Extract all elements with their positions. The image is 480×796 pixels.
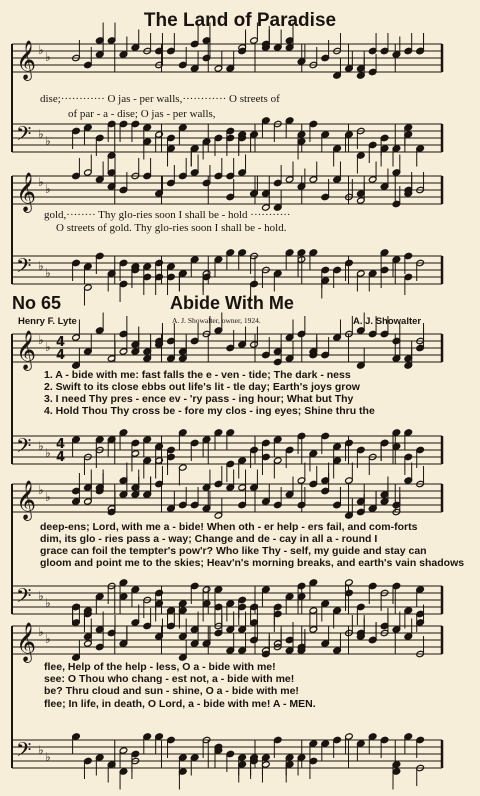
time-signature: 4 <box>56 348 66 363</box>
flat-icon: ♭ <box>45 750 51 764</box>
time-signature: 4 <box>56 335 66 350</box>
flat-icon: ♭ <box>38 43 44 57</box>
flat-icon: ♭ <box>38 175 44 189</box>
lyric-line: dise;············ O jas - per walls,············ O streets of <box>40 93 280 105</box>
flat-icon: ♭ <box>45 596 51 610</box>
flat-icon: ♭ <box>45 266 51 280</box>
flat-icon: ♭ <box>38 333 44 347</box>
flat-icon: ♭ <box>38 625 44 639</box>
flat-icon: ♭ <box>38 259 44 273</box>
treble-clef-icon: 𝄞 <box>16 40 37 80</box>
bass-clef-icon: 𝄢 <box>16 434 32 462</box>
treble-clef-icon: 𝄞 <box>16 622 37 662</box>
verse-4: 4. Hold Thou Thy cross be - fore my clos - ing eyes; Shine thru the <box>44 405 375 417</box>
verse-3: grace can foil the tempter's pow'r? Who like Thy - self, my guide and stay can <box>40 545 427 557</box>
time-signature: 4 <box>56 450 66 465</box>
verse-1: 1. A - bide with me: fast falls the e - ven - tide; The dark - ness <box>44 369 351 381</box>
flat-icon: ♭ <box>45 446 51 460</box>
flat-icon: ♭ <box>45 490 51 504</box>
flat-icon: ♭ <box>38 743 44 757</box>
treble-clef-icon: 𝄞 <box>16 330 37 370</box>
bass-clef-icon: 𝄢 <box>16 122 32 150</box>
composer: A. J. Showalter <box>353 316 422 327</box>
time-signature: 4 <box>56 437 66 452</box>
flat-icon: ♭ <box>45 50 51 64</box>
flat-icon: ♭ <box>45 182 51 196</box>
flat-icon: ♭ <box>38 483 44 497</box>
bass-clef-icon: 𝄢 <box>16 584 32 612</box>
verse-1: flee, Help of the help - less, O a - bide with me! <box>44 661 276 673</box>
lyric-line: of par - a - dise; O jas - per walls, <box>68 108 216 120</box>
verse-3: 3. I need Thy pres - ence ev - 'ry pass - ing hour; What but Thy <box>44 393 354 405</box>
lyric-line: O streets of gold. Thy glo-ries soon I shall be - hold. <box>56 222 287 234</box>
verse-4: gloom and point me to the skies; Heav'n's morning breaks, and earth's vain shadows <box>40 557 465 569</box>
hymn-title: Abide With Me <box>170 293 294 313</box>
treble-clef-icon: 𝄞 <box>16 172 37 212</box>
flat-icon: ♭ <box>45 632 51 646</box>
verse-2: see: O Thou who chang - est not, a - bide with me! <box>44 673 295 685</box>
hymn-number: No 65 <box>12 293 62 313</box>
bass-clef-icon: 𝄢 <box>16 738 32 766</box>
treble-clef-icon: 𝄞 <box>16 480 37 520</box>
bass-clef-icon: 𝄢 <box>16 254 32 282</box>
flat-icon: ♭ <box>38 589 44 603</box>
flat-icon: ♭ <box>45 340 51 354</box>
verse-2: dim, its glo - ries pass a - way; Change and de - cay in all a - round I <box>40 533 378 545</box>
verse-1: deep-ens; Lord, with me a - bide! When oth - er help - ers fail, and com-forts <box>40 521 418 533</box>
verse-3: be? Thru cloud and sun - shine, O a - bide with me! <box>44 685 299 697</box>
verse-2: 2. Swift to its close ebbs out life's lit - tle day; Earth's joys grow <box>44 381 360 393</box>
flat-icon: ♭ <box>45 134 51 148</box>
copyright-notice: A. J. Showalter, owner, 1924. <box>172 316 261 325</box>
lyric-line: gold,········ Thy glo-ries soon I shall be - hold ··········· <box>44 209 291 221</box>
hymn-title: The Land of Paradise <box>143 10 337 31</box>
lyricist: Henry F. Lyte <box>18 316 77 327</box>
flat-icon: ♭ <box>38 439 44 453</box>
verse-4: flee; In life, in death, O Lord, a - bide with me! A - MEN. <box>44 698 316 710</box>
flat-icon: ♭ <box>38 127 44 141</box>
